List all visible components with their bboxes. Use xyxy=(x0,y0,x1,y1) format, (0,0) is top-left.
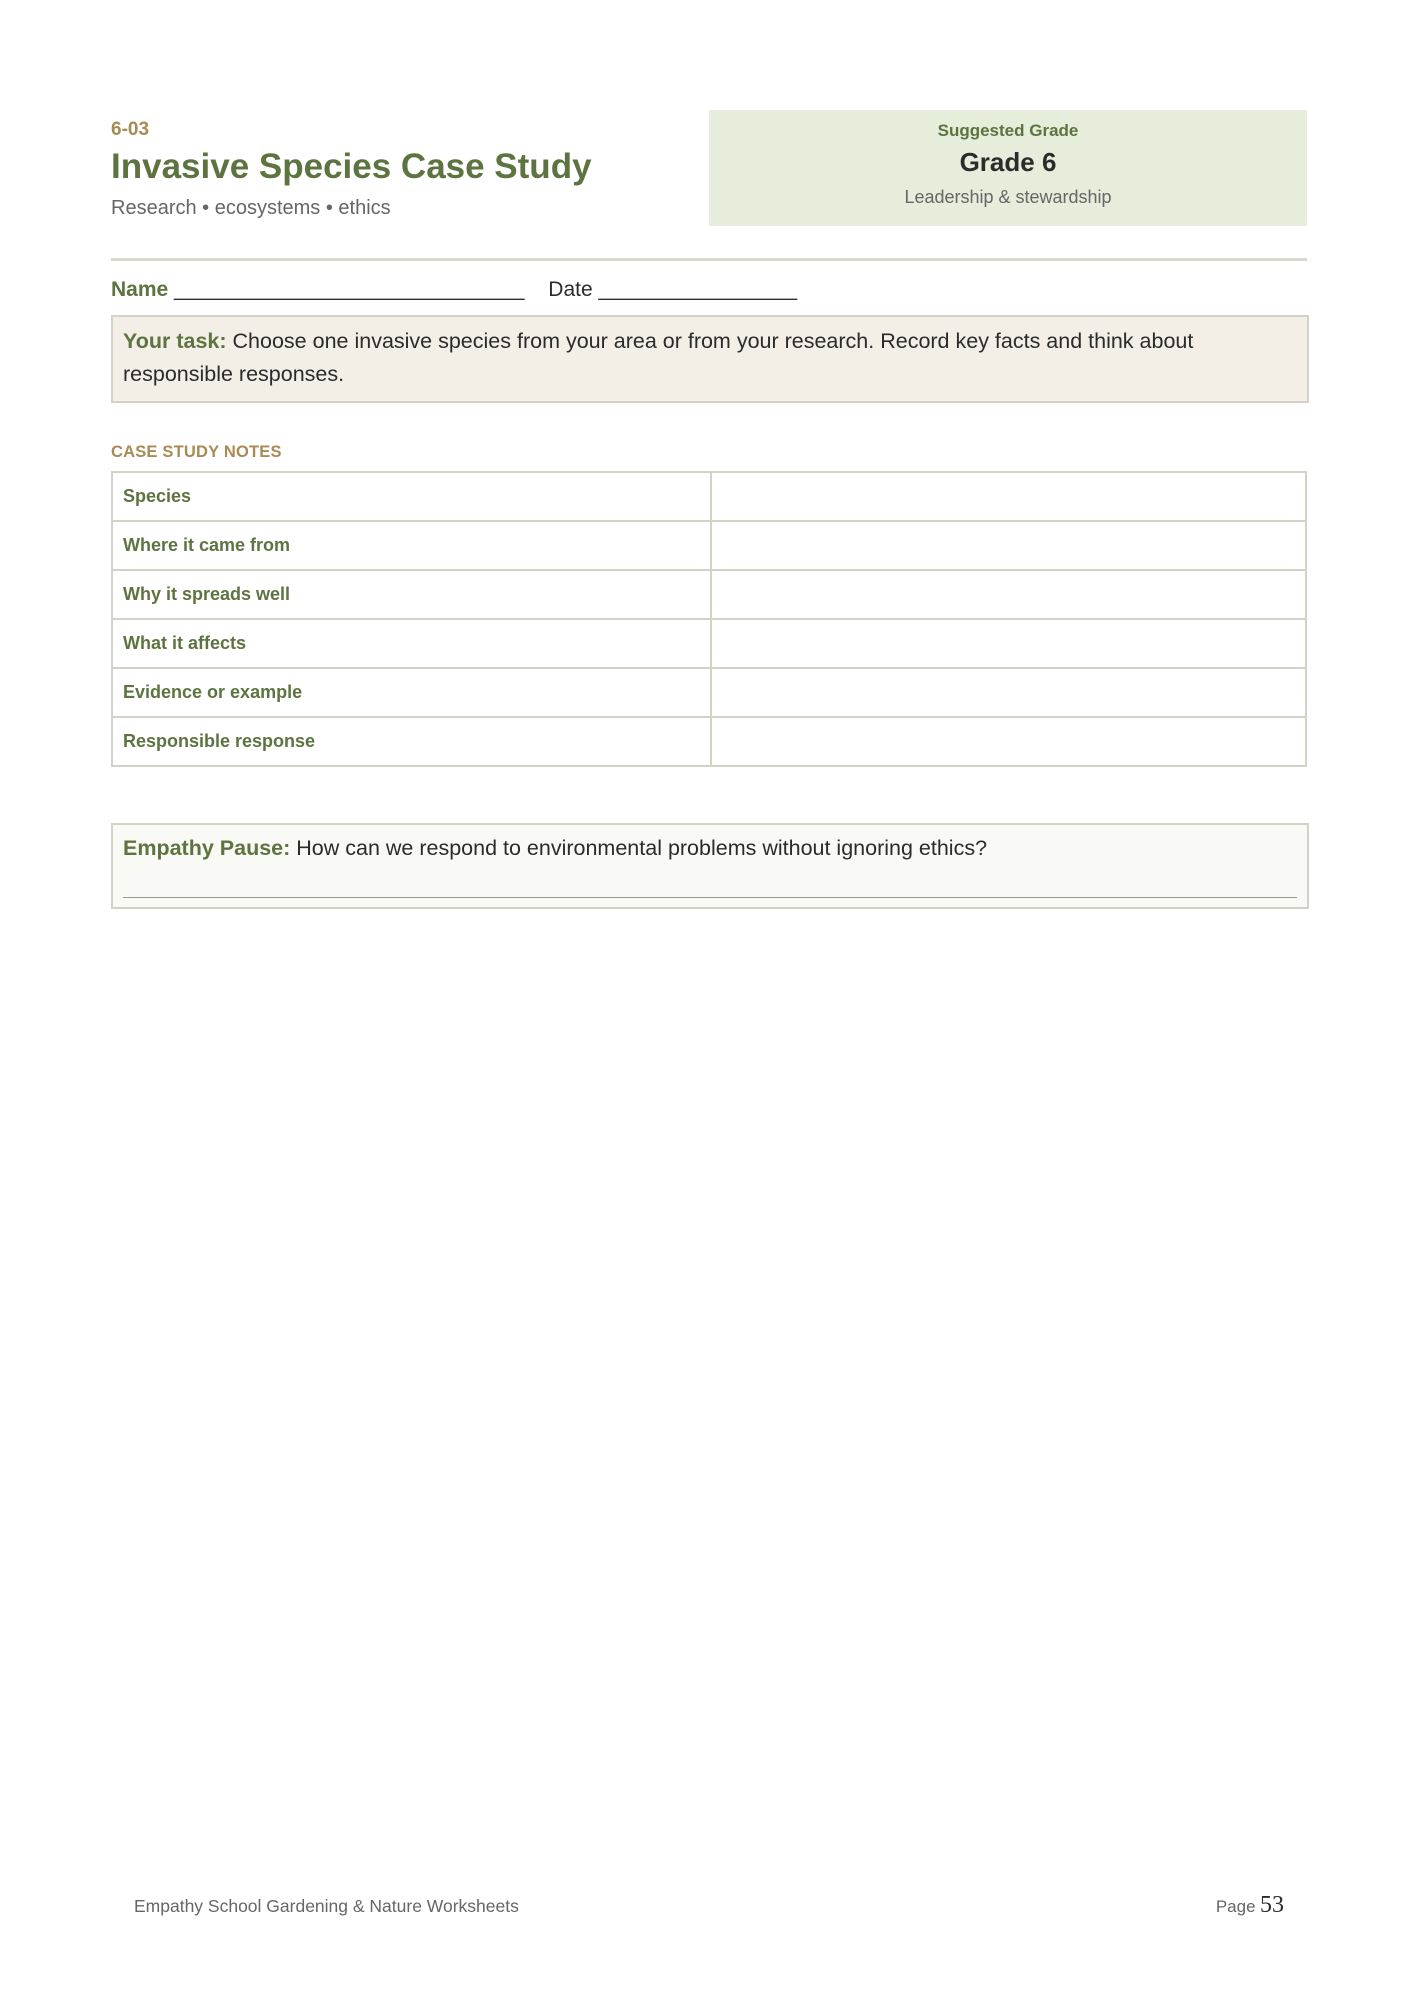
worksheet-code: 6-03 xyxy=(111,119,150,140)
row-label-spread: Why it spreads well xyxy=(112,570,711,619)
table-row xyxy=(112,668,1306,717)
page-word: Page xyxy=(1215,1897,1256,1916)
name-field[interactable]: ______________________________ xyxy=(174,278,525,301)
answer-cell-spread[interactable] xyxy=(711,570,1306,619)
table-row xyxy=(112,717,1306,766)
empathy-pause-box xyxy=(111,823,1309,909)
answer-cell-evidence[interactable] xyxy=(711,668,1306,717)
answer-write-line[interactable] xyxy=(123,897,1297,898)
footer-title: Empathy School Gardening & Nature Worksheets xyxy=(134,1896,519,1916)
row-label-evidence: Evidence or example xyxy=(112,668,711,717)
header-divider xyxy=(111,258,1307,261)
title-block xyxy=(111,117,691,222)
name-label: Name xyxy=(111,278,169,301)
task-box xyxy=(111,315,1309,403)
task-label: Your task: xyxy=(123,329,227,353)
grade-box xyxy=(709,110,1307,226)
grade-note: Leadership & stewardship xyxy=(904,187,1112,207)
worksheet-header xyxy=(111,110,1307,260)
answer-cell-affects[interactable] xyxy=(711,619,1306,668)
row-label-response: Responsible response xyxy=(112,717,711,766)
table-row xyxy=(112,472,1306,521)
name-date-line xyxy=(111,275,797,305)
date-field[interactable]: _________________ xyxy=(598,278,798,301)
worksheet-page xyxy=(111,110,1307,860)
task-text: Choose one invasive species from your area or from your research. Record key facts and think about responsible responses. xyxy=(123,329,1194,386)
empathy-prompt xyxy=(123,832,987,864)
date-label: Date xyxy=(548,278,593,301)
answer-cell-response[interactable] xyxy=(711,717,1306,766)
notes-heading: CASE STUDY NOTES xyxy=(111,443,282,461)
table-row xyxy=(112,521,1306,570)
table-row xyxy=(112,570,1306,619)
empathy-question: How can we respond to environmental problems without ignoring ethics? xyxy=(296,836,988,860)
answer-cell-origin[interactable] xyxy=(711,521,1306,570)
row-label-affects: What it affects xyxy=(112,619,711,668)
page-title: Invasive Species Case Study xyxy=(111,147,592,186)
row-label-species: Species xyxy=(112,472,711,521)
empathy-label: Empathy Pause: xyxy=(123,836,291,860)
case-study-notes-table xyxy=(111,471,1307,767)
table-row xyxy=(112,619,1306,668)
row-label-origin: Where it came from xyxy=(112,521,711,570)
page-subtitle: Research • ecosystems • ethics xyxy=(111,197,391,219)
grade-value: Grade 6 xyxy=(959,147,1057,177)
page-indicator xyxy=(1216,1890,1284,1923)
grade-label: Suggested Grade xyxy=(937,121,1079,140)
page-number: 53 xyxy=(1260,1892,1284,1918)
answer-cell-species[interactable] xyxy=(711,472,1306,521)
